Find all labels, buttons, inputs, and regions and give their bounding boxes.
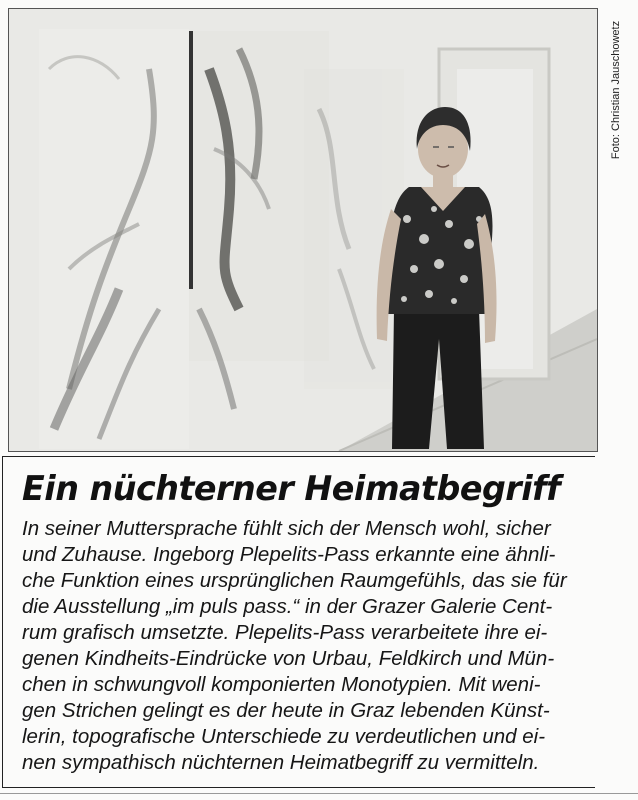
- body-line: die Ausstellung „im puls pass.“ in der Grazer Galerie Cent-: [22, 595, 553, 618]
- photo-credit-text: Foto: Christian Jauschowetz: [610, 20, 622, 160]
- photo-credit: [604, 10, 628, 170]
- body-line: und Zuhause. Ingeborg Plepelits-Pass erkannte eine ähnli-: [22, 543, 556, 566]
- body-line: gen Strichen gelingt es der heute in Graz lebenden Künst-: [22, 699, 550, 722]
- photo-illustration: [9, 9, 597, 451]
- bottom-divider: [0, 793, 638, 794]
- article-headline: Ein nüchterner Heimatbegriff: [22, 469, 561, 509]
- body-line: In seiner Muttersprache fühlt sich der Mensch wohl, sicher: [22, 517, 551, 540]
- artwork-left: [39, 29, 189, 449]
- body-line: genen Kindheits-Eindrücke von Urbau, Feldkirch und Mün-: [22, 647, 555, 670]
- body-line: rum grafisch umsetzte. Plepelits-Pass verarbeitete ihre ei-: [22, 621, 548, 644]
- article-photo: [8, 8, 598, 452]
- body-line: nen sympathisch nüchternen Heimatbegriff zu vermitteln.: [22, 751, 540, 774]
- body-line: chen in schwungvoll komponierten Monotypien. Mit weni-: [22, 673, 541, 696]
- body-line: lerin, topografische Unterschiede zu verdeutlichen und ei-: [22, 725, 546, 748]
- article-body: [22, 516, 588, 776]
- body-line: che Funktion eines ursprünglichen Raumgefühls, das sie für: [22, 569, 567, 592]
